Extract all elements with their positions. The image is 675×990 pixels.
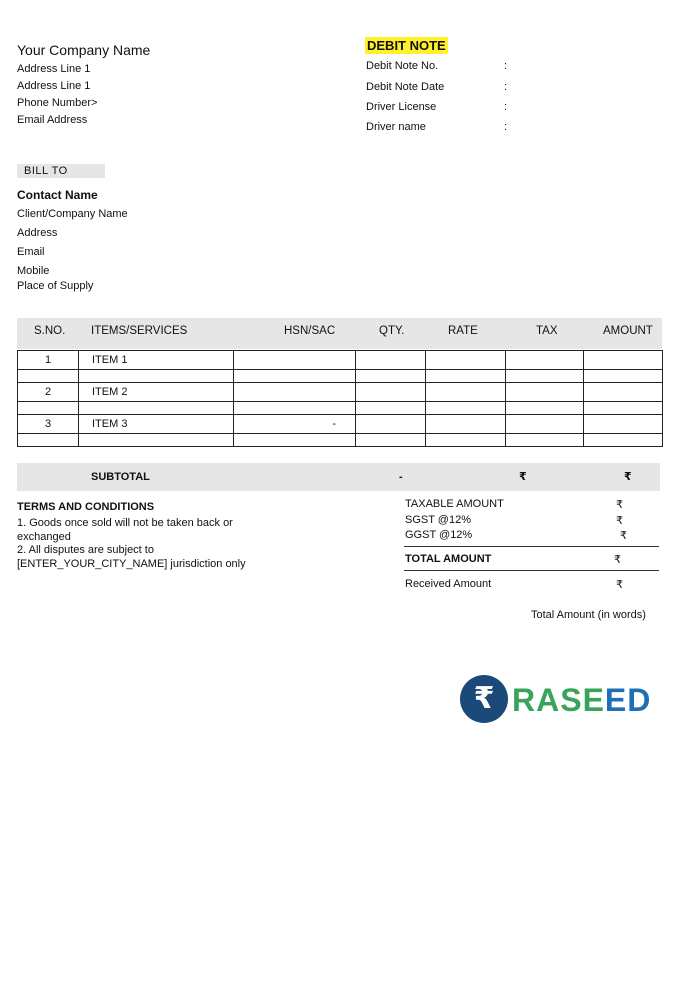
table-row — [18, 415, 663, 434]
client-mobile: Mobile — [17, 265, 50, 277]
row-2-sno: 2 — [18, 383, 79, 402]
header-sno: S.NO. — [34, 325, 66, 337]
subtotal-qty: - — [399, 471, 403, 483]
received-amount-label: Received Amount — [405, 578, 492, 590]
row-2-tax — [506, 383, 584, 402]
table-row — [18, 351, 663, 370]
rupee-icon: ₹ — [473, 681, 495, 716]
company-address-line-1: Address Line 1 — [17, 63, 91, 75]
driver-license-label: Driver License — [366, 101, 437, 113]
terms-title: TERMS AND CONDITIONS — [17, 501, 155, 513]
terms-line-1: 1. Goods once sold will not be taken back or — [17, 517, 233, 529]
header-rate: RATE — [448, 325, 478, 337]
row-3-rate — [426, 415, 506, 434]
header-items-services: ITEMS/SERVICES — [91, 325, 188, 337]
row-1-amount — [584, 351, 663, 370]
client-company-name: Client/Company Name — [17, 208, 128, 220]
company-address-line-2: Address Line 1 — [17, 80, 91, 92]
row-1-sno: 1 — [18, 351, 79, 370]
row-1-hsn — [234, 351, 356, 370]
logo-wordmark-part-b: ED — [604, 682, 652, 718]
summary-divider — [404, 546, 659, 547]
driver-name-label: Driver name — [366, 121, 426, 133]
received-amount-value: ₹ — [616, 579, 623, 591]
table-row — [18, 370, 663, 383]
raseed-logo — [460, 675, 650, 725]
total-amount-in-words-label: Total Amount (in words) — [531, 609, 646, 621]
table-row — [18, 434, 663, 447]
row-2-rate — [426, 383, 506, 402]
header-amount: AMOUNT — [603, 325, 653, 337]
table-row — [18, 402, 663, 415]
client-email: Email — [17, 246, 45, 258]
row-2-qty — [356, 383, 426, 402]
row-1-tax — [506, 351, 584, 370]
row-1-item: ITEM 1 — [79, 351, 234, 370]
row-3-qty — [356, 415, 426, 434]
row-2-amount — [584, 383, 663, 402]
row-3-hsn: - — [234, 415, 356, 434]
total-amount-value: ₹ — [614, 554, 621, 566]
taxable-amount-label: TAXABLE AMOUNT — [405, 498, 504, 510]
row-3-sno: 3 — [18, 415, 79, 434]
debit-note-no-separator: : — [504, 60, 508, 72]
subtotal-label: SUBTOTAL — [91, 471, 150, 483]
document-title: DEBIT NOTE — [367, 38, 446, 53]
subtotal-amount: ₹ — [624, 471, 632, 483]
row-3-tax — [506, 415, 584, 434]
items-table — [17, 350, 663, 447]
company-phone: Phone Number> — [17, 97, 98, 109]
cgst-label: GGST @12% — [405, 529, 473, 541]
table-row — [18, 383, 663, 402]
sgst-value: ₹ — [616, 515, 623, 527]
row-2-item: ITEM 2 — [79, 383, 234, 402]
cgst-value: ₹ — [620, 530, 627, 542]
contact-name: Contact Name — [17, 188, 98, 202]
header-hsn-sac: HSN/SAC — [284, 325, 336, 337]
logo-wordmark — [512, 680, 651, 720]
driver-license-separator: : — [504, 101, 508, 113]
header-tax: TAX — [536, 325, 558, 337]
terms-line-4: [ENTER_YOUR_CITY_NAME] jurisdiction only — [17, 558, 246, 570]
row-2-hsn — [234, 383, 356, 402]
company-name: Your Company Name — [17, 42, 151, 58]
row-1-rate — [426, 351, 506, 370]
debit-note-no-label: Debit Note No. — [366, 60, 439, 72]
row-1-qty — [356, 351, 426, 370]
header-qty: QTY. — [379, 325, 405, 337]
total-amount-label: TOTAL AMOUNT — [405, 553, 492, 565]
subtotal-tax: ₹ — [519, 471, 527, 483]
debit-note-date-label: Debit Note Date — [366, 81, 445, 93]
company-email: Email Address — [17, 114, 88, 126]
terms-line-2: exchanged — [17, 531, 71, 543]
row-3-item: ITEM 3 — [79, 415, 234, 434]
taxable-amount-value: ₹ — [616, 499, 623, 511]
bill-to-heading: BILL TO — [17, 164, 105, 178]
place-of-supply: Place of Supply — [17, 280, 94, 292]
terms-line-3: 2. All disputes are subject to — [17, 544, 154, 556]
summary-divider — [404, 570, 659, 571]
logo-wordmark-part-a: RASE — [512, 682, 605, 718]
debit-note-date-separator: : — [504, 81, 508, 93]
row-3-amount — [584, 415, 663, 434]
sgst-label: SGST @12% — [405, 514, 471, 526]
driver-name-separator: : — [504, 121, 508, 133]
client-address: Address — [17, 227, 58, 239]
